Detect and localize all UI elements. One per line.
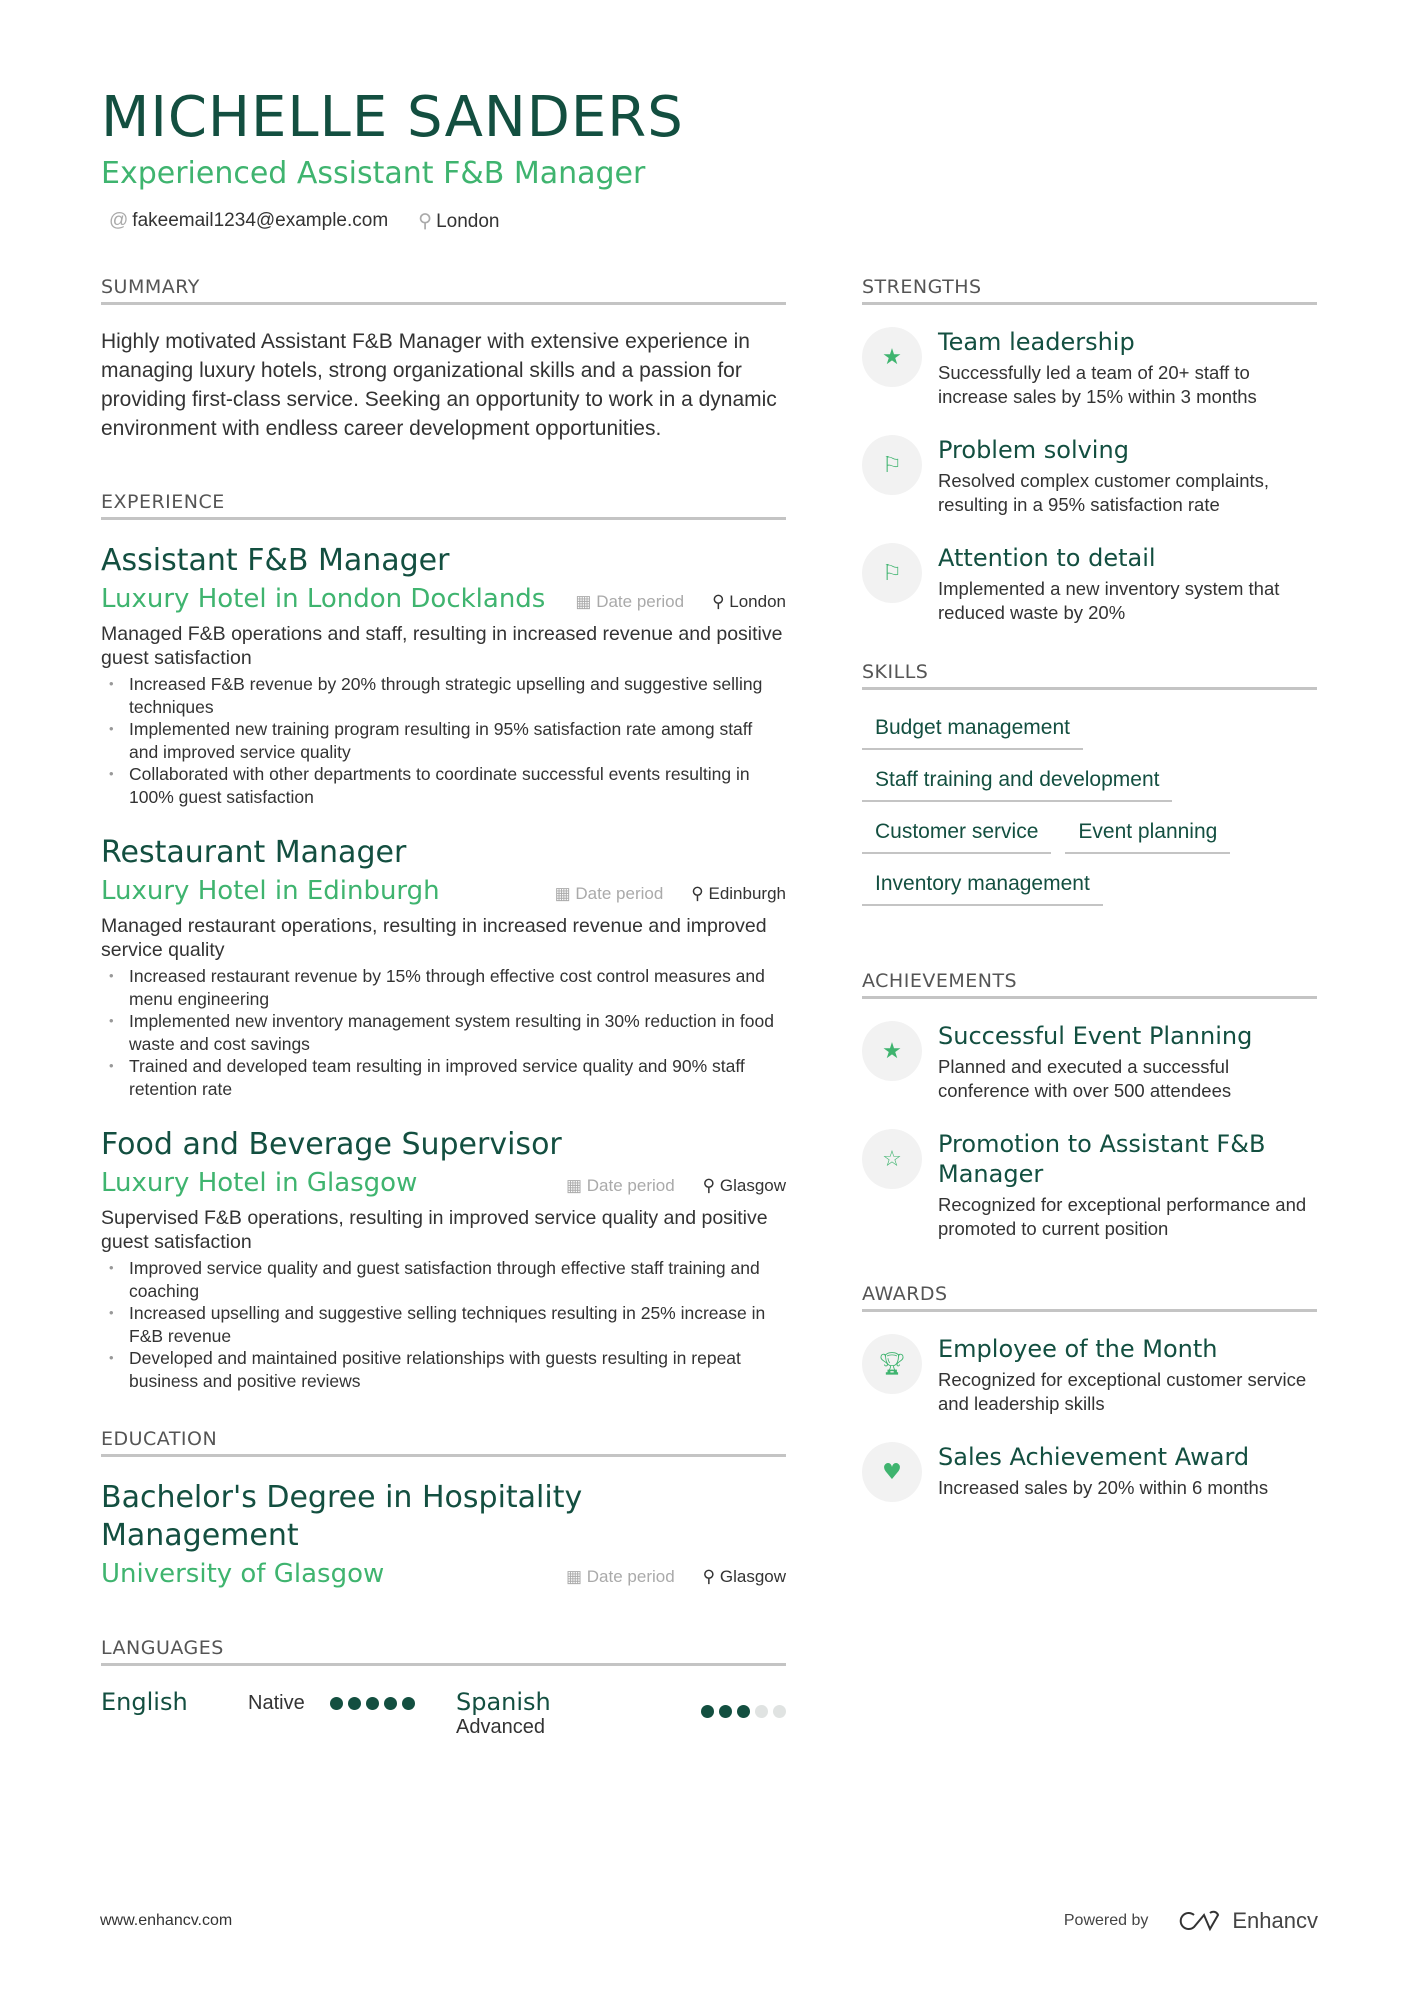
- rating-dot: [366, 1697, 379, 1710]
- email[interactable]: [109, 210, 388, 233]
- section-heading-awards: AWARDS: [862, 1283, 1317, 1312]
- date: Date period: [575, 884, 664, 903]
- item-title: Attention to detail: [938, 544, 1156, 572]
- job-bullet: • Developed and maintained positive relationships with guests resulting in repeat business and positive reviews: [101, 1347, 786, 1392]
- skill-tag: Inventory management: [862, 868, 1103, 906]
- rating-dot: [384, 1697, 397, 1710]
- item-title: Successful Event Planning: [938, 1022, 1253, 1050]
- section-heading-skills: SKILLS: [862, 661, 1317, 690]
- company: Luxury Hotel in London Docklands: [101, 584, 546, 614]
- job-bullet: • Trained and developed team resulting in improved service quality and 90% staff retention rate: [101, 1055, 786, 1100]
- job-description: Managed restaurant operations, resulting in increased revenue and improved service quality: [101, 915, 767, 961]
- rating-dot: [737, 1705, 750, 1718]
- skill-tag: Budget management: [862, 712, 1083, 750]
- candidate-title: Experienced Assistant F&B Manager: [101, 156, 646, 191]
- at-icon: @: [109, 210, 129, 231]
- star-half-icon: ★: [862, 327, 922, 387]
- section-heading-education: EDUCATION: [101, 1428, 786, 1457]
- item-text: Increased sales by 20% within 6 months: [938, 1477, 1269, 1498]
- left-column: [101, 276, 786, 1739]
- email-text: fakeemail1234@example.com: [132, 210, 389, 231]
- powered-by: Powered by: [1063, 1912, 1149, 1929]
- degree: Bachelor's Degree in Hospitality Management: [101, 1480, 583, 1553]
- star-outline-icon: ☆: [862, 1129, 922, 1189]
- footer: [100, 1908, 1318, 1934]
- heart-icon: ♥: [862, 1442, 922, 1502]
- strengths-item: [862, 543, 1317, 625]
- item-text: Implemented a new inventory system that reduced waste by 20%: [938, 578, 1280, 623]
- skill-tag: Event planning: [1065, 816, 1230, 854]
- language-name: Spanish: [456, 1688, 551, 1716]
- location: Glasgow: [719, 1567, 786, 1586]
- rating-dot: [701, 1705, 714, 1718]
- section-heading-summary: SUMMARY: [101, 276, 786, 305]
- date: Date period: [586, 1176, 675, 1195]
- header: [101, 84, 684, 233]
- rating-dot: [719, 1705, 732, 1718]
- experience-entry: [101, 834, 786, 1100]
- rating-dot: [348, 1697, 361, 1710]
- location: London: [729, 592, 786, 611]
- candidate-name: MICHELLE SANDERS: [101, 85, 684, 150]
- item-text: Recognized for exceptional customer service and leadership skills: [938, 1369, 1307, 1414]
- strengths-item: [862, 435, 1317, 517]
- languages-list: [101, 1688, 786, 1739]
- job-bullet: • Implemented new inventory management system resulting in 30% reduction in food waste and cost savings: [101, 1010, 786, 1055]
- item-title: Promotion to Assistant F&B Manager: [938, 1130, 1266, 1188]
- strengths-item: [862, 327, 1317, 409]
- calendar-icon: ▦: [554, 884, 576, 903]
- summary-text: Highly motivated Assistant F&B Manager with extensive experience in managing luxury hotels, strong organizational skills and a passion for providing first-class service. Seeking an opportunity to work in a dynamic environment with endless career development opportunities.: [101, 330, 777, 440]
- item-title: Employee of the Month: [938, 1335, 1218, 1363]
- job-bullet: • Improved service quality and guest satisfaction through effective staff training and coaching: [101, 1257, 786, 1302]
- location-pin-icon: ⚲: [702, 1176, 720, 1195]
- calendar-icon: ▦: [575, 592, 597, 611]
- section-heading-achievements: ACHIEVEMENTS: [862, 970, 1317, 999]
- language-rating: [701, 1705, 786, 1718]
- job-bullet: • Increased restaurant revenue by 15% through effective cost control measures and menu engineering: [101, 965, 786, 1010]
- experience-entry: [101, 1126, 786, 1392]
- rating-dot: [402, 1697, 415, 1710]
- language-name: English: [101, 1688, 188, 1716]
- experience-entry: [101, 542, 786, 808]
- item-title: Team leadership: [938, 328, 1135, 356]
- item-text: Planned and executed a successful conference with over 500 attendees: [938, 1056, 1232, 1101]
- item-text: Successfully led a team of 20+ staff to increase sales by 15% within 3 months: [938, 362, 1257, 407]
- education-entry: [101, 1479, 786, 1589]
- location: Edinburgh: [708, 884, 786, 903]
- item-text: Resolved complex customer complaints, resulting in a 95% satisfaction rate: [938, 470, 1270, 515]
- calendar-icon: ▦: [565, 1176, 587, 1195]
- location: Glasgow: [719, 1176, 786, 1195]
- location: [418, 210, 499, 233]
- job-description: Supervised F&B operations, resulting in improved service quality and positive guest satisfaction: [101, 1207, 768, 1253]
- job-bullet: • Collaborated with other departments to coordinate successful events resulting in 100% guest satisfaction: [101, 763, 786, 808]
- item-title: Sales Achievement Award: [938, 1443, 1250, 1471]
- achievements-item: [862, 1129, 1317, 1241]
- item-text: Recognized for exceptional performance and promoted to current position: [938, 1194, 1307, 1239]
- section-heading-languages: LANGUAGES: [101, 1637, 786, 1666]
- brand-name: Enhancv: [1232, 1908, 1318, 1933]
- location-pin-icon: ⚲: [712, 592, 730, 611]
- right-column: [862, 276, 1317, 1528]
- job-title: Food and Beverage Supervisor: [101, 1127, 562, 1162]
- skill-tag: Customer service: [862, 816, 1051, 854]
- location-pin-icon: ⚲: [691, 884, 709, 903]
- flag-icon: ⚐: [862, 543, 922, 603]
- achievements-item: [862, 1021, 1317, 1103]
- website-link[interactable]: www.enhancv.com: [100, 1912, 233, 1929]
- date: Date period: [596, 592, 685, 611]
- job-bullet: • Increased F&B revenue by 20% through strategic upselling and suggestive selling techniques: [101, 673, 786, 718]
- trophy-icon: 🏆︎: [862, 1334, 922, 1394]
- location-text: London: [436, 211, 500, 232]
- job-bullet: • Implemented new training program resulting in 95% satisfaction rate among staff and improved service quality: [101, 718, 786, 763]
- job-description: Managed F&B operations and staff, resulting in increased revenue and positive guest satisfaction: [101, 623, 783, 669]
- enhancv-logo-icon: [1174, 1909, 1222, 1933]
- calendar-icon: ▦: [565, 1567, 587, 1586]
- location-pin-icon: ⚲: [418, 211, 433, 232]
- rating-dot: [330, 1697, 343, 1710]
- company: Luxury Hotel in Edinburgh: [101, 876, 440, 906]
- awards-item: [862, 1334, 1317, 1416]
- rating-dot: [773, 1705, 786, 1718]
- flag-icon: ⚐: [862, 435, 922, 495]
- enhancv-logo[interactable]: [1174, 1908, 1318, 1934]
- company: Luxury Hotel in Glasgow: [101, 1168, 418, 1198]
- date: Date period: [586, 1567, 675, 1586]
- language-rating: [330, 1697, 456, 1710]
- item-title: Problem solving: [938, 436, 1129, 464]
- section-heading-strengths: STRENGTHS: [862, 276, 1317, 305]
- rating-dot: [755, 1705, 768, 1718]
- school: University of Glasgow: [101, 1559, 385, 1589]
- star-icon: ★: [862, 1021, 922, 1081]
- language-level: Native: [248, 1692, 305, 1714]
- job-title: Restaurant Manager: [101, 835, 407, 870]
- job-bullet: • Increased upselling and suggestive selling techniques resulting in 25% increase in F&B revenue: [101, 1302, 786, 1347]
- section-heading-experience: EXPERIENCE: [101, 491, 786, 520]
- skill-tag: Staff training and development: [862, 764, 1172, 802]
- language-level: Advanced: [456, 1716, 545, 1738]
- location-pin-icon: ⚲: [702, 1567, 720, 1586]
- job-title: Assistant F&B Manager: [101, 543, 450, 578]
- awards-item: [862, 1442, 1317, 1502]
